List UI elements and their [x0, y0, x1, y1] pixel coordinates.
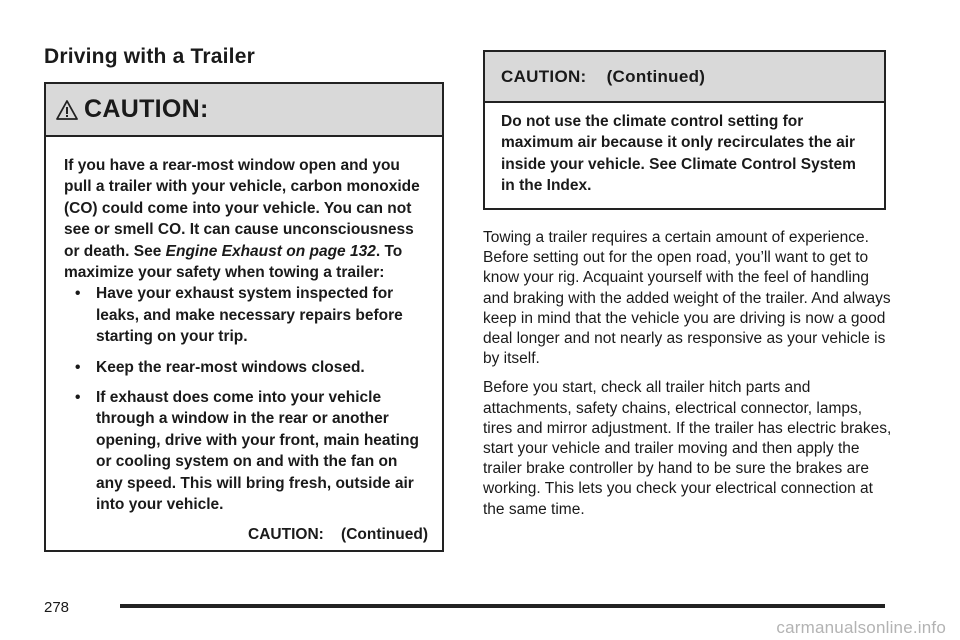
- page-title: Driving with a Trailer: [44, 45, 255, 68]
- bullet-icon: •: [75, 285, 81, 303]
- bullet-icon: •: [75, 389, 81, 407]
- caution-continued-body: Do not use the climate control setting for maximum air because it only recirculates the air inside your vehicle. See Climate Control System in the Index.: [501, 113, 856, 195]
- footer-rule: [120, 604, 885, 608]
- list-item: • If exhaust does come into your vehicle through a window in the rear or another opening, drive with your front, main heating or cooling system on and with the fan on any speed. This will bring fresh, outside air into your vehicle.: [75, 389, 419, 514]
- warning-triangle-icon: [56, 99, 78, 121]
- bullet-icon: •: [75, 358, 81, 376]
- caution-header: [46, 84, 442, 137]
- caution-continued-label: CAUTION: (Continued): [248, 525, 428, 543]
- body-text: [483, 228, 893, 529]
- caution-box-main: [44, 82, 444, 552]
- watermark: carmanualsonline.info: [776, 618, 946, 637]
- list-item: • Have your exhaust system inspected for leaks, and make necessary repairs before starting on your trip.: [75, 285, 403, 346]
- caution-continued-heading: CAUTION: (Continued): [485, 52, 884, 103]
- caution-bullet-list: [64, 283, 428, 515]
- paragraph: Towing a trailer requires a certain amount of experience. Before setting out for the open road, you’ll want to get to know your rig. Acquaint yourself with the feel of handling and braking with the added weight of the trailer. And always keep in mind that the vehicle you are driving is now a good deal longer and not nearly as responsive as your vehicle is by itself.: [483, 229, 891, 368]
- list-item: • Keep the rear-most windows closed.: [96, 357, 428, 378]
- caution-box-continued: [483, 50, 886, 210]
- caution-body: [46, 137, 442, 545]
- cross-reference: Engine Exhaust on page 132: [165, 242, 376, 260]
- caution-heading: CAUTION:: [84, 95, 209, 123]
- paragraph: Before you start, check all trailer hitch parts and attachments, safety chains, electrical connector, lamps, tires and mirror adjustment. If the trailer has electric brakes, start your vehicle and trailer moving and then apply the trailer brake controller by hand to be sure the brakes are working. This lets you check your electrical connection at the same time.: [483, 379, 892, 518]
- caution-intro: If you have a rear-most window open and you pull a trailer with your vehicle, carbon monoxide (CO) could come into your vehicle. You can not see or smell CO. It can cause unconsciousness or death. See Engine Exhaust on page 132. To maximize your safety when towing a trailer:: [64, 157, 420, 282]
- page-number: 278: [44, 599, 70, 616]
